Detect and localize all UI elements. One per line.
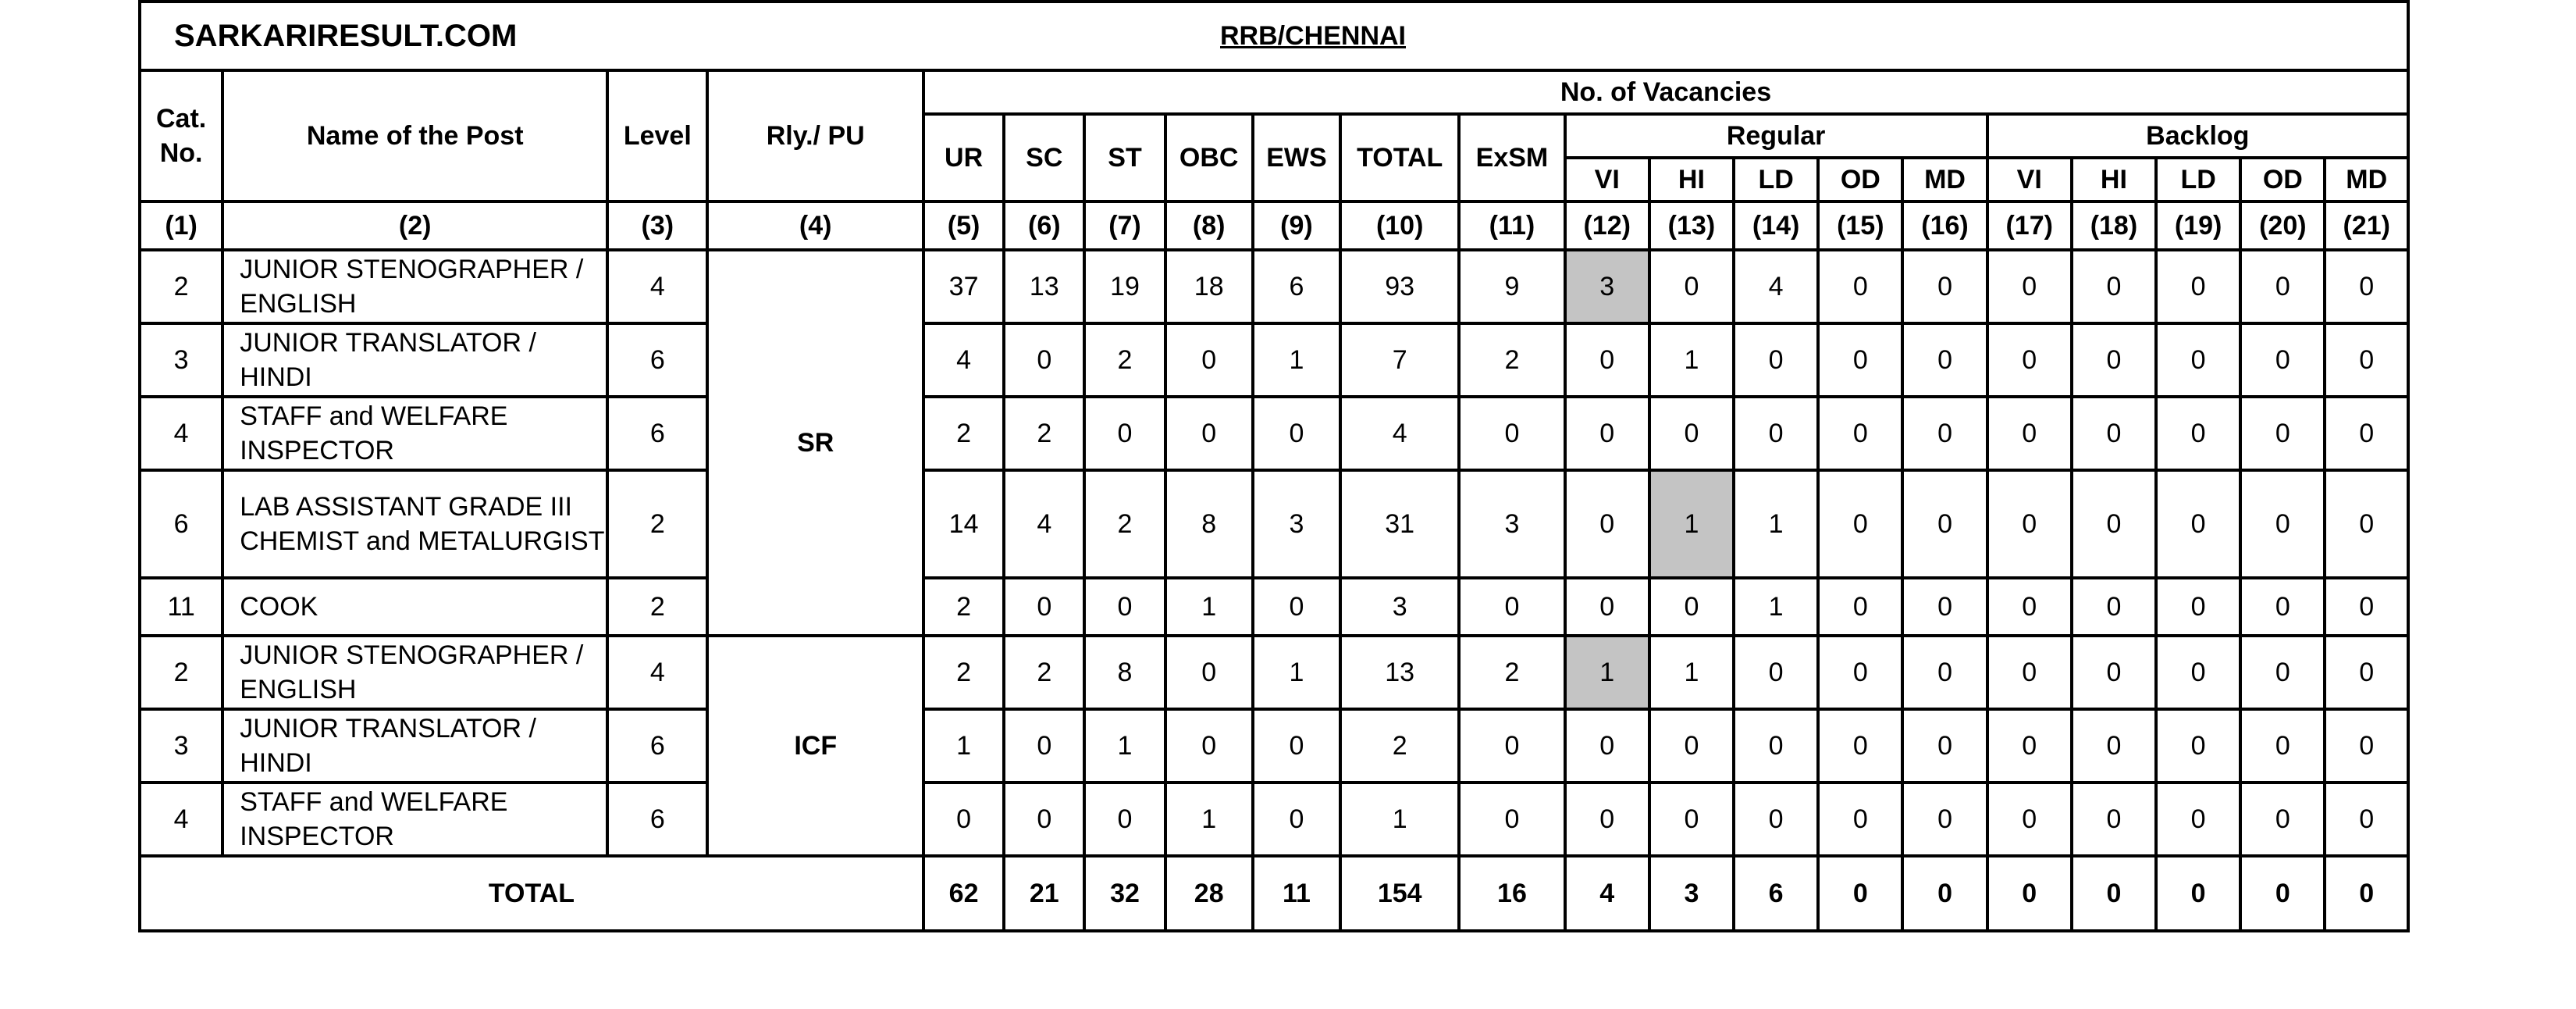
vacancy-cell: 0 — [1565, 709, 1649, 783]
post-name-cell: JUNIOR STENOGRAPHER / ENGLISH — [222, 250, 607, 323]
total-cell: 11 — [1253, 856, 1340, 931]
header-backlog-vi: VI — [1987, 158, 2072, 201]
vacancy-cell: 1 — [1734, 578, 1818, 636]
vacancy-cell: 0 — [1902, 397, 1987, 470]
vacancy-cell: 2 — [1004, 397, 1084, 470]
table-row — [140, 470, 2408, 578]
title-row — [140, 2, 2408, 70]
vacancy-cell: 2 — [1004, 636, 1084, 709]
vacancy-cell: 0 — [2240, 783, 2325, 856]
header-vacancies: No. of Vacancies — [923, 70, 2408, 114]
cat-no-cell: 4 — [140, 397, 222, 470]
vacancy-cell: 0 — [1165, 636, 1253, 709]
vacancy-cell: 0 — [2325, 709, 2408, 783]
vacancy-cell: 0 — [2240, 709, 2325, 783]
column-number: (17) — [1987, 201, 2072, 250]
vacancy-cell: 0 — [1165, 323, 1253, 397]
post-name-cell: STAFF and WELFARE INSPECTOR — [222, 783, 607, 856]
vacancy-cell: 0 — [1565, 783, 1649, 856]
header-obc: OBC — [1165, 114, 1253, 201]
vacancy-cell: 0 — [2156, 323, 2240, 397]
header-exsm: ExSM — [1459, 114, 1564, 201]
header-backlog: Backlog — [1987, 114, 2408, 158]
vacancy-cell: 0 — [2325, 397, 2408, 470]
vacancy-cell: 0 — [2325, 470, 2408, 578]
header-rly: Rly./ PU — [707, 70, 923, 201]
vacancy-cell: 31 — [1340, 470, 1459, 578]
cat-no-cell: 11 — [140, 578, 222, 636]
rly-cell: ICF — [707, 636, 923, 856]
column-number: (19) — [2156, 201, 2240, 250]
vacancy-cell: 0 — [1004, 578, 1084, 636]
header-row-1 — [140, 70, 2408, 114]
vacancy-cell: 2 — [1459, 636, 1564, 709]
column-number: (18) — [2072, 201, 2156, 250]
vacancy-cell: 0 — [1818, 470, 1902, 578]
header-ews: EWS — [1253, 114, 1340, 201]
vacancy-cell: 4 — [1734, 250, 1818, 323]
vacancy-cell: 0 — [2072, 783, 2156, 856]
header-ur: UR — [923, 114, 1004, 201]
vacancy-cell: 1 — [1734, 470, 1818, 578]
post-name-cell: COOK — [222, 578, 607, 636]
vacancy-cell: 13 — [1340, 636, 1459, 709]
vacancy-cell: 0 — [2156, 578, 2240, 636]
vacancy-cell: 0 — [1459, 578, 1564, 636]
vacancy-cell: 0 — [1987, 578, 2072, 636]
level-cell: 2 — [607, 470, 707, 578]
header-total: TOTAL — [1340, 114, 1459, 201]
vacancy-cell: 0 — [2240, 470, 2325, 578]
post-name-cell: STAFF and WELFARE INSPECTOR — [222, 397, 607, 470]
cat-no-cell: 2 — [140, 636, 222, 709]
total-cell: 154 — [1340, 856, 1459, 931]
site-name: SARKARIRESULT.COM — [174, 19, 518, 53]
table-row — [140, 397, 2408, 470]
vacancy-cell: 0 — [1987, 397, 2072, 470]
header-regular-od: OD — [1818, 158, 1902, 201]
vacancy-cell: 3 — [1253, 470, 1340, 578]
vacancy-cell: 0 — [1649, 578, 1734, 636]
vacancy-cell: 2 — [1459, 323, 1564, 397]
total-cell: 0 — [2325, 856, 2408, 931]
vacancy-table — [138, 0, 2410, 932]
column-number: (6) — [1004, 201, 1084, 250]
column-number: (16) — [1902, 201, 1987, 250]
vacancy-cell: 0 — [1734, 323, 1818, 397]
header-backlog-md: MD — [2325, 158, 2408, 201]
total-cell: 0 — [1818, 856, 1902, 931]
column-number: (13) — [1649, 201, 1734, 250]
vacancy-cell: 1 — [923, 709, 1004, 783]
vacancy-cell: 0 — [2072, 397, 2156, 470]
total-cell: 62 — [923, 856, 1004, 931]
vacancy-cell: 0 — [1649, 397, 1734, 470]
vacancy-cell: 0 — [1902, 709, 1987, 783]
total-cell: 3 — [1649, 856, 1734, 931]
column-number: (11) — [1459, 201, 1564, 250]
vacancy-cell: 1 — [1165, 578, 1253, 636]
total-row — [140, 856, 2408, 931]
total-cell: 0 — [2072, 856, 2156, 931]
column-number: (3) — [607, 201, 707, 250]
vacancy-cell: 0 — [1565, 578, 1649, 636]
header-level: Level — [607, 70, 707, 201]
vacancy-cell: 1 — [1084, 709, 1165, 783]
vacancy-cell: 0 — [2240, 636, 2325, 709]
table-row — [140, 250, 2408, 323]
vacancy-cell: 0 — [2240, 578, 2325, 636]
vacancy-cell: 0 — [1004, 709, 1084, 783]
column-number: (12) — [1565, 201, 1649, 250]
level-cell: 6 — [607, 783, 707, 856]
vacancy-cell: 0 — [2072, 250, 2156, 323]
level-cell: 4 — [607, 636, 707, 709]
vacancy-cell: 37 — [923, 250, 1004, 323]
vacancy-cell: 93 — [1340, 250, 1459, 323]
vacancy-cell: 0 — [1084, 578, 1165, 636]
column-number: (1) — [140, 201, 222, 250]
vacancy-cell: 0 — [1902, 250, 1987, 323]
column-number: (9) — [1253, 201, 1340, 250]
vacancy-cell: 1 — [1649, 636, 1734, 709]
vacancy-cell: 0 — [1818, 250, 1902, 323]
vacancy-cell: 0 — [1818, 636, 1902, 709]
column-number-row — [140, 201, 2408, 250]
vacancy-cell: 0 — [1818, 323, 1902, 397]
table-row — [140, 578, 2408, 636]
vacancy-cell: 0 — [1084, 397, 1165, 470]
vacancy-cell: 2 — [1084, 470, 1165, 578]
vacancy-cell: 4 — [1004, 470, 1084, 578]
vacancy-cell: 0 — [1987, 470, 2072, 578]
vacancy-cell: 1 — [1649, 323, 1734, 397]
vacancy-cell: 0 — [923, 783, 1004, 856]
column-number: (14) — [1734, 201, 1818, 250]
vacancy-cell: 7 — [1340, 323, 1459, 397]
vacancy-cell: 0 — [2325, 783, 2408, 856]
total-cell: 0 — [1902, 856, 1987, 931]
post-name-cell: JUNIOR TRANSLATOR / HINDI — [222, 323, 607, 397]
total-cell: 0 — [1987, 856, 2072, 931]
vacancy-cell: 9 — [1459, 250, 1564, 323]
total-cell: 4 — [1565, 856, 1649, 931]
vacancy-cell: 0 — [1818, 578, 1902, 636]
vacancy-cell: 0 — [1565, 470, 1649, 578]
vacancy-cell: 0 — [1902, 783, 1987, 856]
level-cell: 6 — [607, 323, 707, 397]
vacancy-cell: 14 — [923, 470, 1004, 578]
total-cell: 32 — [1084, 856, 1165, 931]
header-regular-vi: VI — [1565, 158, 1649, 201]
header-backlog-hi: HI — [2072, 158, 2156, 201]
column-number: (8) — [1165, 201, 1253, 250]
column-number: (20) — [2240, 201, 2325, 250]
column-number: (4) — [707, 201, 923, 250]
vacancy-cell: 0 — [1565, 323, 1649, 397]
cat-no-cell: 6 — [140, 470, 222, 578]
vacancy-cell: 2 — [923, 636, 1004, 709]
vacancy-cell: 0 — [1987, 323, 2072, 397]
total-cell: 16 — [1459, 856, 1564, 931]
vacancy-cell: 0 — [2240, 397, 2325, 470]
vacancy-cell: 1 — [1565, 636, 1649, 709]
vacancy-cell: 0 — [1253, 578, 1340, 636]
vacancy-cell: 0 — [1902, 470, 1987, 578]
vacancy-cell: 0 — [1818, 709, 1902, 783]
level-cell: 2 — [607, 578, 707, 636]
column-number: (2) — [222, 201, 607, 250]
vacancy-cell: 0 — [1253, 783, 1340, 856]
vacancy-cell: 0 — [2156, 709, 2240, 783]
vacancy-cell: 19 — [1084, 250, 1165, 323]
header-sc: SC — [1004, 114, 1084, 201]
vacancy-cell: 0 — [1987, 783, 2072, 856]
total-cell: 0 — [2240, 856, 2325, 931]
column-number: (7) — [1084, 201, 1165, 250]
vacancy-cell: 0 — [1734, 636, 1818, 709]
total-label: TOTAL — [140, 856, 923, 931]
vacancy-cell: 0 — [1734, 397, 1818, 470]
table-row — [140, 636, 2408, 709]
total-cell: 28 — [1165, 856, 1253, 931]
vacancy-cell: 0 — [1253, 397, 1340, 470]
vacancy-cell: 1 — [1340, 783, 1459, 856]
vacancy-cell: 0 — [2072, 709, 2156, 783]
post-name-cell: JUNIOR TRANSLATOR / HINDI — [222, 709, 607, 783]
vacancy-cell: 0 — [2072, 323, 2156, 397]
vacancy-cell: 0 — [1565, 397, 1649, 470]
rly-cell: SR — [707, 250, 923, 636]
column-number: (21) — [2325, 201, 2408, 250]
vacancy-cell: 3 — [1340, 578, 1459, 636]
vacancy-cell: 1 — [1253, 323, 1340, 397]
vacancy-cell: 0 — [1459, 397, 1564, 470]
post-name-cell: LAB ASSISTANT GRADE III CHEMIST and METALURGIST — [222, 470, 607, 578]
vacancy-cell: 0 — [1987, 250, 2072, 323]
vacancy-cell: 0 — [2240, 323, 2325, 397]
vacancy-cell: 0 — [1902, 636, 1987, 709]
vacancy-cell: 0 — [2072, 636, 2156, 709]
table-row — [140, 323, 2408, 397]
cat-no-cell: 4 — [140, 783, 222, 856]
vacancy-cell: 0 — [1459, 709, 1564, 783]
header-regular-hi: HI — [1649, 158, 1734, 201]
total-cell: 0 — [2156, 856, 2240, 931]
vacancy-cell: 0 — [2156, 636, 2240, 709]
vacancy-cell: 8 — [1084, 636, 1165, 709]
cat-no-cell: 2 — [140, 250, 222, 323]
vacancy-cell: 0 — [1004, 323, 1084, 397]
vacancy-cell: 0 — [2072, 578, 2156, 636]
vacancy-cell: 4 — [923, 323, 1004, 397]
vacancy-cell: 0 — [1165, 397, 1253, 470]
vacancy-cell: 0 — [2156, 783, 2240, 856]
vacancy-cell: 0 — [2156, 470, 2240, 578]
vacancy-cell: 2 — [923, 578, 1004, 636]
vacancy-cell: 0 — [1987, 709, 2072, 783]
vacancy-cell: 0 — [1649, 783, 1734, 856]
vacancy-cell: 2 — [1340, 709, 1459, 783]
vacancy-cell: 0 — [1649, 250, 1734, 323]
vacancy-cell: 0 — [1084, 783, 1165, 856]
vacancy-cell: 3 — [1459, 470, 1564, 578]
vacancy-cell: 0 — [2325, 578, 2408, 636]
vacancy-table-sheet — [138, 0, 2410, 932]
vacancy-cell: 13 — [1004, 250, 1084, 323]
cat-no-cell: 3 — [140, 323, 222, 397]
vacancy-cell: 0 — [1734, 783, 1818, 856]
level-cell: 6 — [607, 397, 707, 470]
header-st: ST — [1084, 114, 1165, 201]
vacancy-cell: 1 — [1253, 636, 1340, 709]
vacancy-cell: 0 — [2325, 250, 2408, 323]
level-cell: 4 — [607, 250, 707, 323]
header-backlog-od: OD — [2240, 158, 2325, 201]
column-number: (10) — [1340, 201, 1459, 250]
vacancy-cell: 1 — [1649, 470, 1734, 578]
cat-no-cell: 3 — [140, 709, 222, 783]
level-cell: 6 — [607, 709, 707, 783]
vacancy-cell: 0 — [1818, 783, 1902, 856]
header-cat-no: Cat. No. — [140, 70, 222, 201]
vacancy-cell: 0 — [1004, 783, 1084, 856]
vacancy-cell: 4 — [1340, 397, 1459, 470]
vacancy-cell: 0 — [2325, 636, 2408, 709]
vacancy-cell: 0 — [1165, 709, 1253, 783]
vacancy-cell: 0 — [1649, 709, 1734, 783]
total-cell: 6 — [1734, 856, 1818, 931]
vacancy-cell: 0 — [2156, 250, 2240, 323]
vacancy-cell: 2 — [923, 397, 1004, 470]
vacancy-cell: 3 — [1565, 250, 1649, 323]
vacancy-cell: 0 — [1902, 578, 1987, 636]
vacancy-cell: 1 — [1165, 783, 1253, 856]
vacancy-cell: 0 — [2072, 470, 2156, 578]
post-name-cell: JUNIOR STENOGRAPHER / ENGLISH — [222, 636, 607, 709]
vacancy-cell: 8 — [1165, 470, 1253, 578]
vacancy-cell: 0 — [1987, 636, 2072, 709]
vacancy-cell: 6 — [1253, 250, 1340, 323]
column-number: (5) — [923, 201, 1004, 250]
vacancy-cell: 18 — [1165, 250, 1253, 323]
table-row — [140, 709, 2408, 783]
vacancy-cell: 0 — [1818, 397, 1902, 470]
vacancy-cell: 2 — [1084, 323, 1165, 397]
column-number: (15) — [1818, 201, 1902, 250]
total-cell: 21 — [1004, 856, 1084, 931]
vacancy-cell: 0 — [2240, 250, 2325, 323]
table-row — [140, 783, 2408, 856]
vacancy-cell: 0 — [1902, 323, 1987, 397]
board-title: RRB/CHENNAI — [1220, 20, 1406, 51]
vacancy-cell: 0 — [1253, 709, 1340, 783]
header-post: Name of the Post — [222, 70, 607, 201]
vacancy-cell: 0 — [1734, 709, 1818, 783]
header-regular-ld: LD — [1734, 158, 1818, 201]
vacancy-cell: 0 — [2325, 323, 2408, 397]
header-regular: Regular — [1565, 114, 1987, 158]
header-regular-md: MD — [1902, 158, 1987, 201]
vacancy-cell: 0 — [1459, 783, 1564, 856]
header-backlog-ld: LD — [2156, 158, 2240, 201]
vacancy-cell: 0 — [2156, 397, 2240, 470]
